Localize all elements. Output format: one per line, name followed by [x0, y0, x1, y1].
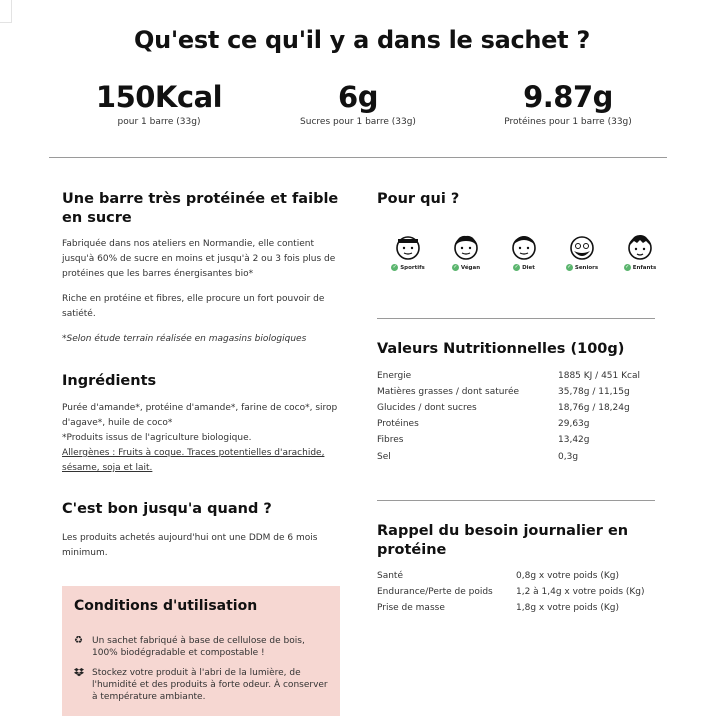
section-divider — [377, 318, 655, 319]
check-icon: ✓ — [453, 264, 458, 270]
table-cell — [558, 387, 630, 397]
nutrient-name: Protéines — [377, 419, 419, 429]
table-cell — [516, 603, 619, 613]
edge-divider — [0, 22, 12, 23]
nutrient-name: Fibres — [377, 435, 404, 445]
daily-protein-heading: Rappel du besoin journalier en protéine — [377, 523, 629, 558]
shelf-life-heading: C'est bon jusqu'a quand ? — [62, 501, 272, 517]
recycle-icon: ♻ — [74, 635, 83, 646]
table-row — [377, 387, 519, 397]
nutrient-value: 0,3g — [558, 452, 579, 462]
audience-sportifs — [380, 232, 436, 271]
check-icon: ✓ — [392, 264, 397, 270]
allergens-text: Allergènes : Fruits à coque. Traces potentielles d'arachide, sésame, soja et lait. — [62, 448, 325, 473]
nutrient-value: 13,42g — [558, 435, 590, 445]
table-row — [377, 403, 477, 413]
nutrient-value: 35,78g / 11,15g — [558, 387, 630, 397]
table-row — [377, 371, 411, 381]
vegan-face-icon — [451, 232, 481, 262]
profile-value: 1,2 à 1,4g x votre poids (Kg) — [516, 587, 645, 597]
intro-paragraph-1: Fabriquée dans nos ateliers en Normandie, elle contient jusqu'à 60% de sucre en moins et jusqu'à 2 ou 3 fois plus de protéines que les barres énergisantes bio* — [62, 239, 336, 279]
stat-label: Protéines pour 1 barre (33g) — [504, 117, 632, 127]
intro-note: *Selon étude terrain réalisée en magasins biologiques — [62, 334, 307, 344]
page-title: Qu'est ce qu'il y a dans le sachet ? — [133, 26, 591, 54]
table-cell — [516, 587, 645, 597]
section-divider — [377, 500, 655, 501]
condition-item-storage — [74, 667, 334, 707]
audience-label: Sportifs — [400, 265, 425, 271]
conditions-heading: Conditions d'utilisation — [74, 598, 258, 614]
child-face-icon — [625, 232, 655, 262]
stat-label: pour 1 barre (33g) — [117, 117, 201, 127]
edge-divider-vertical — [11, 0, 12, 22]
stat-sugar — [248, 80, 468, 127]
audience-label: Enfants — [632, 265, 657, 271]
table-cell — [516, 571, 619, 581]
table-row — [377, 603, 445, 613]
stat-value: 6g — [338, 80, 378, 114]
audience-label: Diet — [522, 265, 535, 271]
table-row — [377, 587, 493, 597]
table-cell — [558, 403, 630, 413]
table-cell — [558, 435, 589, 445]
profile-name: Santé — [377, 571, 403, 581]
senior-face-icon — [567, 232, 597, 262]
ingredients-heading: Ingrédients — [62, 373, 157, 389]
stat-value: 150Kcal — [95, 80, 223, 114]
check-icon: ✓ — [514, 264, 519, 270]
nutrition-heading: Valeurs Nutritionnelles (100g) — [377, 341, 625, 357]
table-cell — [558, 419, 589, 429]
audience-enfants — [612, 232, 668, 271]
ingredients-organic-note: *Produits issus de l'agriculture biologique. — [62, 433, 252, 443]
condition-text: Un sachet fabriqué à base de cellulose de bois, 100% biodégradable et compostable ! — [92, 636, 305, 658]
nutrient-name: Matières grasses / dont saturée — [377, 387, 520, 397]
nutrient-value: 1885 KJ / 451 Kcal — [558, 371, 640, 381]
intro-paragraph-2: Riche en protéine et fibres, elle procure un fort pouvoir de satiété. — [62, 294, 325, 319]
diet-face-icon — [509, 232, 539, 262]
nutrient-value: 18,76g / 18,24g — [558, 403, 630, 413]
target-audience-icons — [380, 232, 660, 292]
dropbox-icon — [74, 667, 86, 679]
nutrient-name: Energie — [377, 371, 412, 381]
table-row — [377, 452, 391, 462]
condition-text: Stockez votre produit à l'abri de la lumière, de l'humidité et des produits à forte odeur. À conserver à température ambiante. — [92, 668, 328, 702]
stat-value: 9.87g — [523, 80, 613, 114]
condition-item-packaging — [74, 635, 334, 661]
shelf-life-text: Les produits achetés aujourd'hui ont une DDM de 6 mois minimum. — [62, 533, 318, 558]
intro-heading: Une barre très protéinée et faible en sucre — [62, 191, 339, 226]
stat-label: Sucres pour 1 barre (33g) — [300, 117, 416, 127]
stat-protein — [458, 80, 678, 127]
profile-value: 1,8g x votre poids (Kg) — [516, 603, 619, 613]
audience-seniors — [554, 232, 610, 271]
profile-value: 0,8g x votre poids (Kg) — [516, 571, 619, 581]
check-icon: ✓ — [567, 264, 572, 270]
audience-vegan — [438, 232, 494, 271]
nutrient-value: 29,63g — [558, 419, 590, 429]
conditions-box — [62, 586, 340, 716]
target-heading: Pour qui ? — [377, 191, 460, 207]
section-divider — [49, 157, 667, 158]
check-icon: ✓ — [625, 264, 630, 270]
profile-name: Prise de masse — [377, 603, 445, 613]
nutrient-name: Glucides / dont sucres — [377, 403, 477, 413]
audience-diet — [496, 232, 552, 271]
audience-label: Seniors — [574, 265, 599, 271]
table-row — [377, 435, 403, 445]
table-row — [377, 419, 419, 429]
profile-name: Endurance/Perte de poids — [377, 587, 493, 597]
audience-label: Végan — [460, 265, 481, 271]
stat-calories — [49, 80, 269, 127]
table-cell — [558, 371, 640, 381]
athlete-face-icon — [393, 232, 423, 262]
ingredients-list: Purée d'amande*, protéine d'amande*, farine de coco*, sirop d'agave*, huile de coco* — [62, 403, 338, 428]
nutrient-name: Sel — [377, 452, 391, 462]
table-row — [377, 571, 403, 581]
table-cell — [558, 452, 578, 462]
